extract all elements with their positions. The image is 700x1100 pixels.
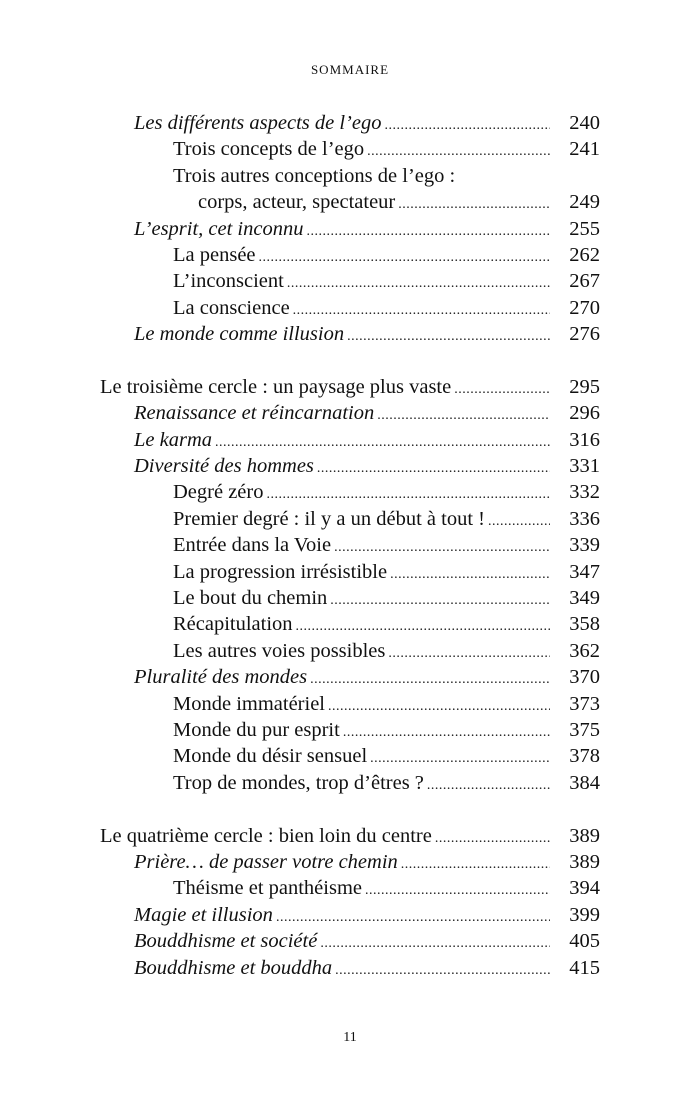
toc-entry-page: 375	[569, 718, 600, 741]
toc-entry-line	[173, 268, 550, 294]
toc-entry-title: Le monde comme illusion	[134, 323, 345, 346]
toc-entry-line	[134, 664, 550, 690]
toc-entry-title: Les autres voies possibles	[173, 639, 386, 662]
toc-entry-title: Trois concepts de l’ego	[173, 138, 365, 161]
toc-entry-line	[173, 691, 550, 717]
toc-entry-title: Trop de mondes, trop d’êtres ?	[173, 771, 424, 794]
toc-entry-title: Entrée dans la Voie	[173, 534, 332, 557]
toc-entry-page: 267	[569, 270, 600, 293]
toc-entry-title: La pensée	[173, 243, 256, 266]
toc-entry[interactable]	[0, 136, 700, 162]
toc-entry-title: Monde du désir sensuel	[173, 745, 368, 768]
toc-entry[interactable]	[0, 875, 700, 901]
toc-entry[interactable]	[0, 321, 700, 347]
toc-entry-line	[134, 400, 550, 426]
toc-entry-page: 241	[569, 138, 600, 161]
toc-entry-title: Monde immatériel	[173, 692, 325, 715]
toc-entry[interactable]	[0, 453, 700, 479]
toc-entry-page: 249	[569, 191, 600, 214]
toc-entry-line	[173, 242, 550, 268]
toc-entry-title: Magie et illusion	[134, 903, 273, 926]
toc-entry[interactable]	[0, 743, 700, 769]
toc-entry-page: 415	[569, 956, 600, 979]
toc-entry[interactable]	[0, 506, 700, 532]
toc-entry-title: Le karma	[134, 428, 213, 451]
toc-entry-line	[134, 849, 550, 875]
page-number: 11	[343, 1030, 357, 1045]
toc-entry[interactable]	[0, 189, 700, 215]
toc-entry-line	[134, 928, 550, 954]
toc-entry-line	[134, 427, 550, 453]
toc-entry-line	[173, 479, 550, 505]
toc-entry-line	[173, 875, 550, 901]
table-of-contents	[0, 110, 700, 981]
toc-entry-page: 384	[569, 771, 600, 794]
toc-entry-line	[173, 770, 550, 796]
toc-entry-page: 331	[569, 455, 600, 478]
toc-entry-title: Degré zéro	[173, 481, 264, 504]
toc-entry[interactable]	[0, 532, 700, 558]
toc-entry-title: Bouddhisme et bouddha	[134, 956, 333, 979]
toc-entry-page: 389	[569, 824, 600, 847]
toc-entry[interactable]	[0, 638, 700, 664]
toc-entry[interactable]	[0, 242, 700, 268]
toc-entry-line	[198, 189, 550, 215]
toc-entry-page: 349	[569, 587, 600, 610]
toc-entry[interactable]	[0, 559, 700, 585]
toc-entry-title: Diversité des hommes	[134, 455, 314, 478]
toc-entry-line	[173, 717, 550, 743]
toc-entry[interactable]	[0, 163, 700, 189]
toc-entry-line	[173, 136, 550, 162]
section-spacer	[0, 348, 700, 374]
toc-entry-line	[173, 295, 550, 321]
toc-entry-page: 399	[569, 903, 600, 926]
toc-entry-line	[173, 638, 550, 664]
toc-entry-line	[173, 559, 550, 585]
toc-entry-title: Pluralité des mondes	[134, 666, 308, 689]
toc-entry-page: 276	[569, 323, 600, 346]
toc-entry-title: La progression irrésistible	[173, 560, 388, 583]
toc-entry-line	[173, 163, 550, 189]
toc-entry-line	[134, 321, 550, 347]
toc-entry-title: L’inconscient	[173, 270, 284, 293]
toc-entry[interactable]	[0, 849, 700, 875]
toc-entry[interactable]	[0, 823, 700, 849]
toc-entry-title: Le quatrième cercle : bien loin du centre	[100, 824, 432, 847]
toc-entry-page: 370	[569, 666, 600, 689]
toc-entry[interactable]	[0, 928, 700, 954]
toc-entry-title: Théisme et panthéisme	[173, 877, 362, 900]
toc-entry[interactable]	[0, 479, 700, 505]
toc-entry-title: corps, acteur, spectateur	[198, 191, 396, 214]
toc-entry-page: 389	[569, 850, 600, 873]
toc-entry-page: 347	[569, 560, 600, 583]
toc-entry-title: La conscience	[173, 296, 290, 319]
toc-entry-title: Le bout du chemin	[173, 587, 328, 610]
toc-entry-line	[134, 955, 550, 981]
toc-entry[interactable]	[0, 585, 700, 611]
toc-entry-page: 262	[569, 243, 600, 266]
toc-entry-page: 373	[569, 692, 600, 715]
toc-entry-title: Bouddhisme et société	[134, 930, 318, 953]
toc-entry-line	[134, 453, 550, 479]
toc-entry-title: Premier degré : il y a un début à tout !	[173, 507, 485, 530]
dot-leader	[344, 324, 550, 350]
toc-entry-page: 316	[569, 428, 600, 451]
toc-entry[interactable]	[0, 664, 700, 690]
toc-entry[interactable]	[0, 295, 700, 321]
toc-entry-page: 295	[569, 375, 600, 398]
toc-entry[interactable]	[0, 216, 700, 242]
toc-entry-page: 362	[569, 639, 600, 662]
toc-entry[interactable]	[0, 374, 700, 400]
dot-leader	[332, 958, 550, 984]
toc-entry-line	[173, 743, 550, 769]
toc-entry-line	[134, 902, 550, 928]
toc-entry-title: L’esprit, cet inconnu	[134, 217, 304, 240]
toc-entry-title: Prière… de passer votre chemin	[134, 850, 398, 873]
toc-entry[interactable]	[0, 268, 700, 294]
toc-entry-title: Le troisième cercle : un paysage plus vaste	[100, 375, 452, 398]
toc-entry[interactable]	[0, 110, 700, 136]
toc-entry-line	[134, 216, 550, 242]
toc-entry-page: 358	[569, 613, 600, 636]
toc-entry-title: Les différents aspects de l’ego	[134, 112, 382, 134]
toc-entry[interactable]	[0, 717, 700, 743]
dot-leader	[424, 773, 550, 799]
toc-entry-title: Trois autres conceptions de l’ego :	[173, 164, 456, 187]
running-head: SOMMAIRE	[310, 62, 390, 77]
toc-entry-page: 296	[569, 402, 600, 425]
toc-entry-title: Récapitulation	[173, 613, 293, 636]
toc-entry-page: 339	[569, 534, 600, 557]
toc-entry-line	[100, 374, 550, 400]
toc-entry[interactable]	[0, 770, 700, 796]
toc-entry-page: 378	[569, 745, 600, 768]
section-spacer	[0, 796, 700, 822]
toc-entry-page: 240	[569, 112, 600, 134]
toc-entry[interactable]	[0, 691, 700, 717]
toc-entry-page: 394	[569, 877, 600, 900]
toc-entry-line	[173, 532, 550, 558]
toc-entry-line	[173, 585, 550, 611]
toc-entry-page: 255	[569, 217, 600, 240]
toc-entry[interactable]	[0, 902, 700, 928]
toc-entry-line	[134, 110, 550, 136]
toc-entry[interactable]	[0, 400, 700, 426]
toc-entry-line	[100, 823, 550, 849]
toc-entry-page: 332	[569, 481, 600, 504]
toc-entry-page: 270	[569, 296, 600, 319]
toc-entry[interactable]	[0, 427, 700, 453]
toc-entry-page: 336	[569, 507, 600, 530]
toc-entry[interactable]	[0, 955, 700, 981]
toc-entry-title: Renaissance et réincarnation	[134, 402, 375, 425]
toc-entry-line	[173, 506, 550, 532]
toc-entry[interactable]	[0, 611, 700, 637]
toc-entry-page: 405	[569, 930, 600, 953]
toc-entry-title: Monde du pur esprit	[173, 718, 340, 741]
toc-entry-line	[173, 611, 550, 637]
